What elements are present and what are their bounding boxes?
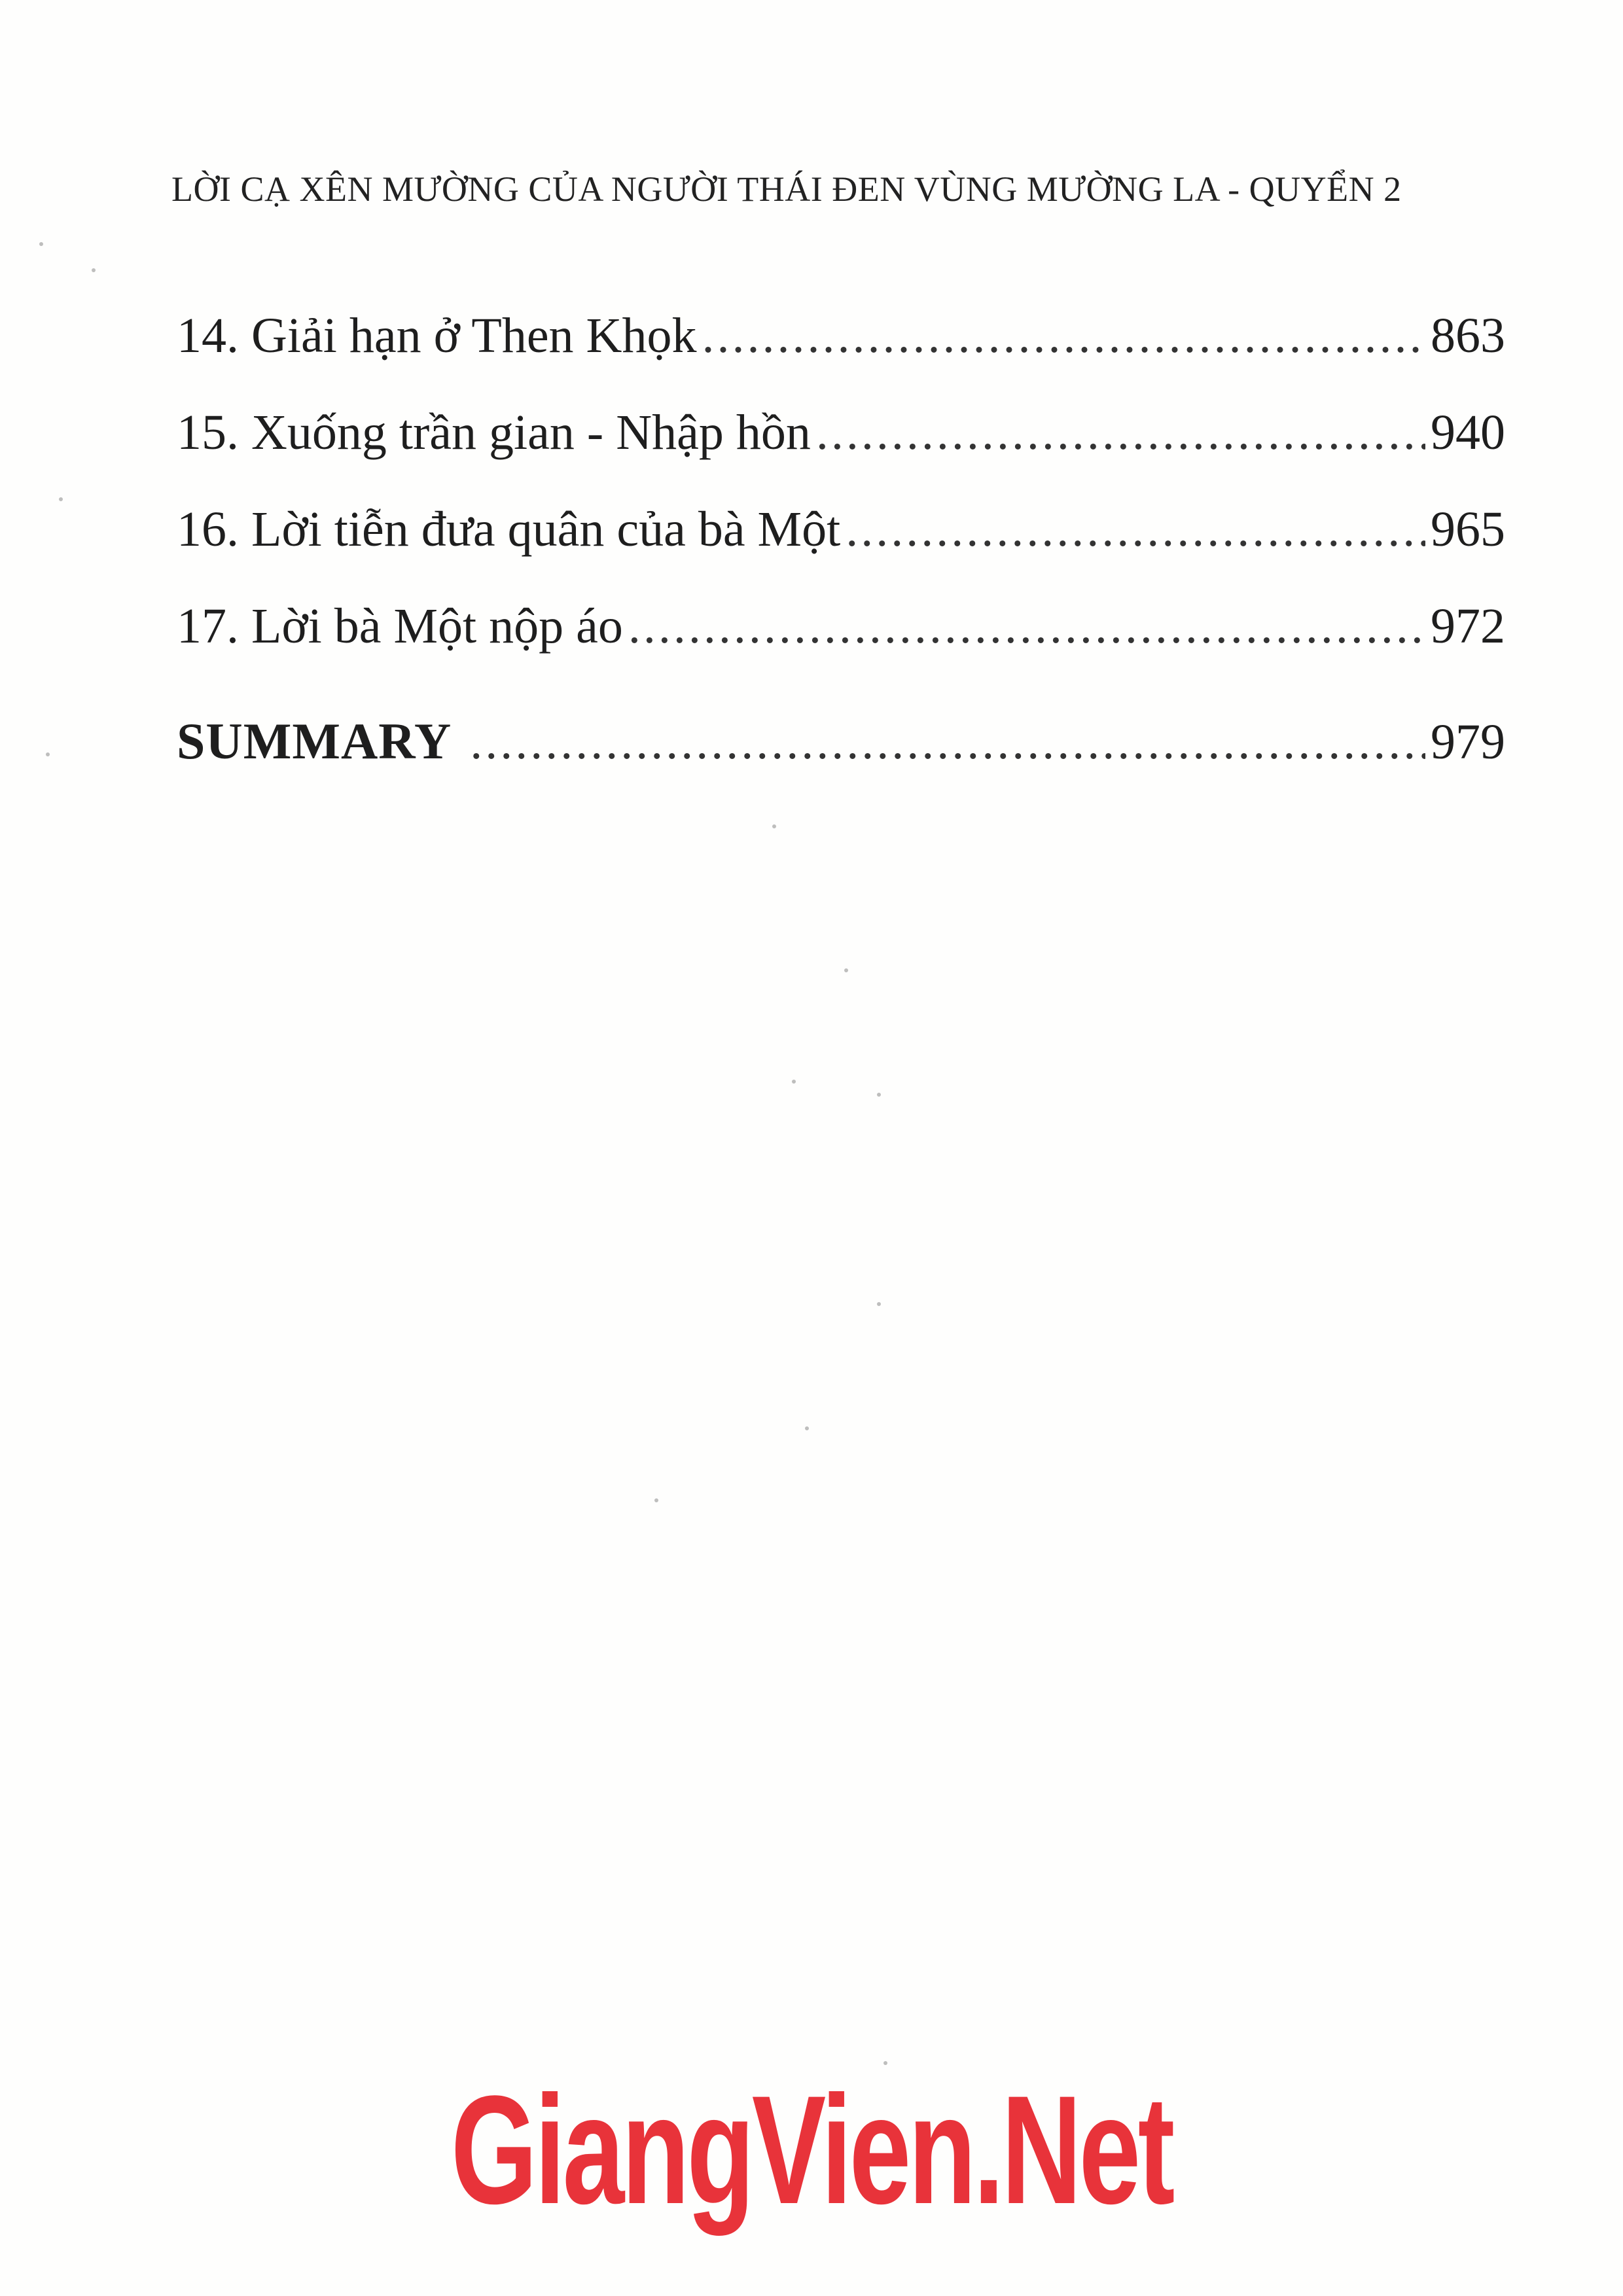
scan-speck	[805, 1426, 809, 1430]
toc-entry-page: 972	[1431, 599, 1505, 654]
dot-leader	[470, 714, 1425, 771]
scan-speck	[772, 824, 776, 828]
dot-leader	[846, 501, 1425, 558]
toc-entry-title: 14. Giải hạn ở Then Khọk	[177, 308, 697, 363]
toc-entry-page: 965	[1431, 502, 1505, 557]
scan-speck	[877, 1302, 881, 1306]
running-header: LỜI CẠ XÊN MƯỜNG CỦA NGƯỜI THÁI ĐEN VÙNG MƯỜNG LA - QUYỂN 2	[171, 169, 1402, 209]
toc-entry-page: 863	[1431, 308, 1505, 363]
scan-speck	[46, 752, 50, 756]
toc-summary-title: SUMMARY	[177, 713, 452, 769]
dot-leader	[628, 598, 1425, 655]
scan-speck	[654, 1498, 658, 1502]
toc-summary-page: 979	[1431, 715, 1505, 769]
toc-entry-title: 16. Lời tiễn đưa quân của bà Một	[177, 502, 841, 557]
toc-entry-title: 17. Lời bà Một nộp áo	[177, 599, 623, 654]
toc-entry	[177, 598, 1505, 695]
dot-leader	[816, 404, 1425, 461]
scan-speck	[59, 497, 63, 501]
scan-speck	[877, 1093, 881, 1097]
toc-entry	[177, 404, 1505, 501]
table-of-contents	[177, 308, 1505, 823]
toc-entry-title: 15. Xuống trần gian - Nhập hồn	[177, 405, 811, 460]
dot-leader	[702, 308, 1425, 364]
scan-speck	[39, 242, 43, 246]
scan-speck	[844, 968, 848, 972]
toc-entry-summary	[177, 712, 1505, 823]
toc-entry	[177, 501, 1505, 598]
watermark-logo: GiangVien.Net	[450, 2064, 1173, 2236]
scan-speck	[92, 268, 96, 272]
toc-entry-page: 940	[1431, 405, 1505, 460]
toc-entry	[177, 308, 1505, 404]
scan-speck	[792, 1080, 796, 1084]
